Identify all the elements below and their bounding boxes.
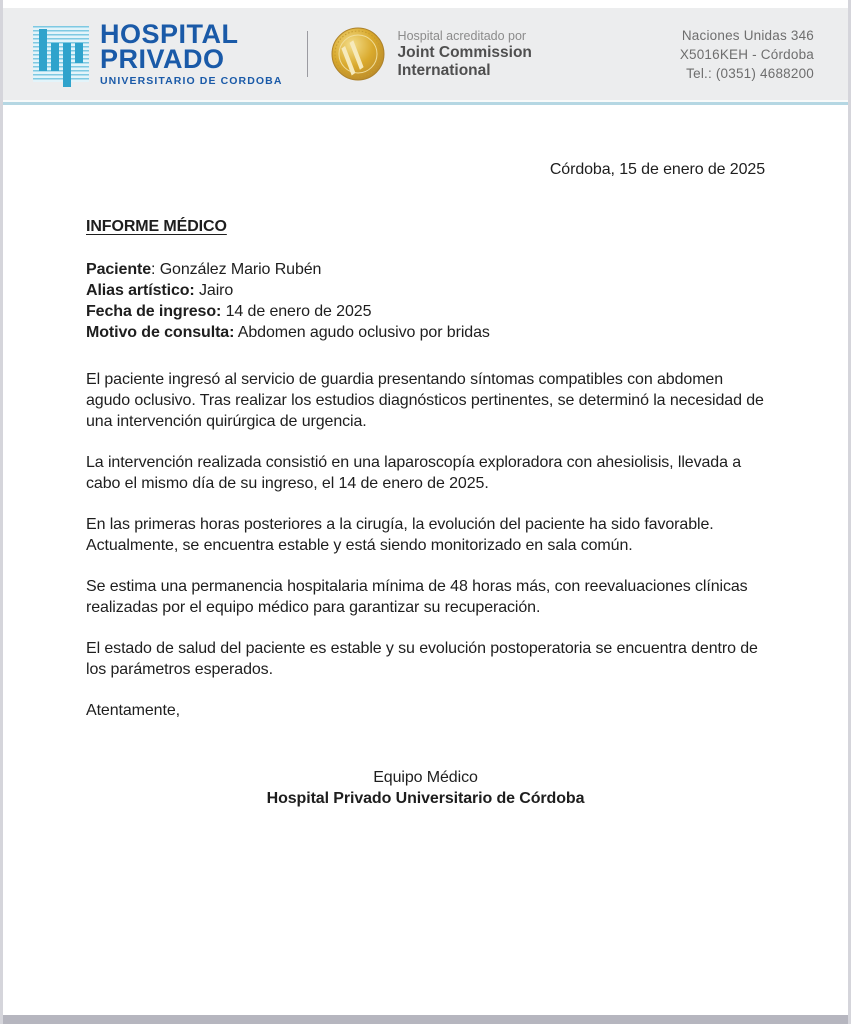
signature-hospital: Hospital Privado Universitario de Córdoba [266,790,585,807]
jci-gold-seal-icon [330,26,386,82]
logo-bar [51,43,59,71]
logo-bar [63,43,71,87]
field-paciente [86,259,765,280]
paragraph-5: El estado de salud del paciente es estable y su evolución postoperatoria se encuentra dentro de los parámetros esperados. [86,640,758,678]
header-vertical-divider [307,31,308,77]
logo-name-line1: HOSPITAL [100,18,239,49]
contact-city: X5016KEH - Córdoba [679,46,814,62]
logo-text [100,18,283,87]
logo-bar [75,43,83,63]
paragraph-2: La intervención realizada consistió en una laparoscopía exploradora con ahesiolisis, llevada a cabo el mismo día de su ingreso, el 14 de enero de 2025. [86,454,742,492]
page-bottom-edge [3,1015,848,1024]
field-value: : González Mario Rubén [151,261,322,278]
logo-name-line2: PRIVADO [100,43,225,74]
paragraph-4: Se estima una permanencia hospitalaria mínima de 48 horas más, con reevaluaciones clínicas realizadas por el equipo médico para garantizar su recuperación. [86,578,748,616]
field-value: 14 de enero de 2025 [221,303,372,320]
header-rule [3,102,848,105]
document-title [86,216,765,237]
hospital-contact-block [680,26,814,83]
signature-block [86,767,765,809]
field-motivo-consulta [86,322,765,343]
contact-phone: Tel.: (0351) 4688200 [686,65,814,81]
contact-address: Naciones Unidas 346 [681,27,814,43]
field-value: Jairo [194,282,234,299]
paragraph-1: El paciente ingresó al servicio de guardia presentando síntomas compatibles con abdomen agudo oclusivo. Tras realizar los estudios diagnósticos pertinentes, se determinó la necesidad de una intervención quirúrgica de urgencia. [86,371,764,430]
date-line: Córdoba, 15 de enero de 2025 [549,161,765,178]
field-label: Fecha de ingreso: [86,303,222,320]
logo-bar [39,29,47,71]
hospital-hp-logo-icon [33,26,89,82]
accreditation-line3: International [397,62,491,79]
field-label: Paciente [86,261,152,278]
field-fecha-ingreso [86,301,765,322]
patient-fields [86,259,765,343]
accreditation-text [398,28,532,80]
letterhead [3,8,848,100]
signature-team: Equipo Médico [373,769,478,786]
logo-subtitle: UNIVERSITARIO DE CORDOBA [100,74,283,87]
field-alias [86,280,765,301]
letter-body [3,159,848,809]
document-title-text: INFORME MÉDICO [86,218,227,235]
field-label: Alias artístico: [86,282,195,299]
hospital-logo [33,18,283,87]
accreditation-line1: Hospital acreditado por [397,29,527,43]
closing-line: Atentamente, [86,702,180,719]
paragraph-3: En las primeras horas posteriores a la cirugía, la evolución del paciente ha sido favorable. Actualmente, se encuentra estable y está siendo monitorizado en sala común. [86,516,714,554]
accreditation-line2: Joint Commission [397,44,532,61]
field-value: Abdomen agudo oclusivo por bridas [234,324,490,341]
accreditation-block [330,26,532,82]
field-label: Motivo de consulta: [86,324,235,341]
